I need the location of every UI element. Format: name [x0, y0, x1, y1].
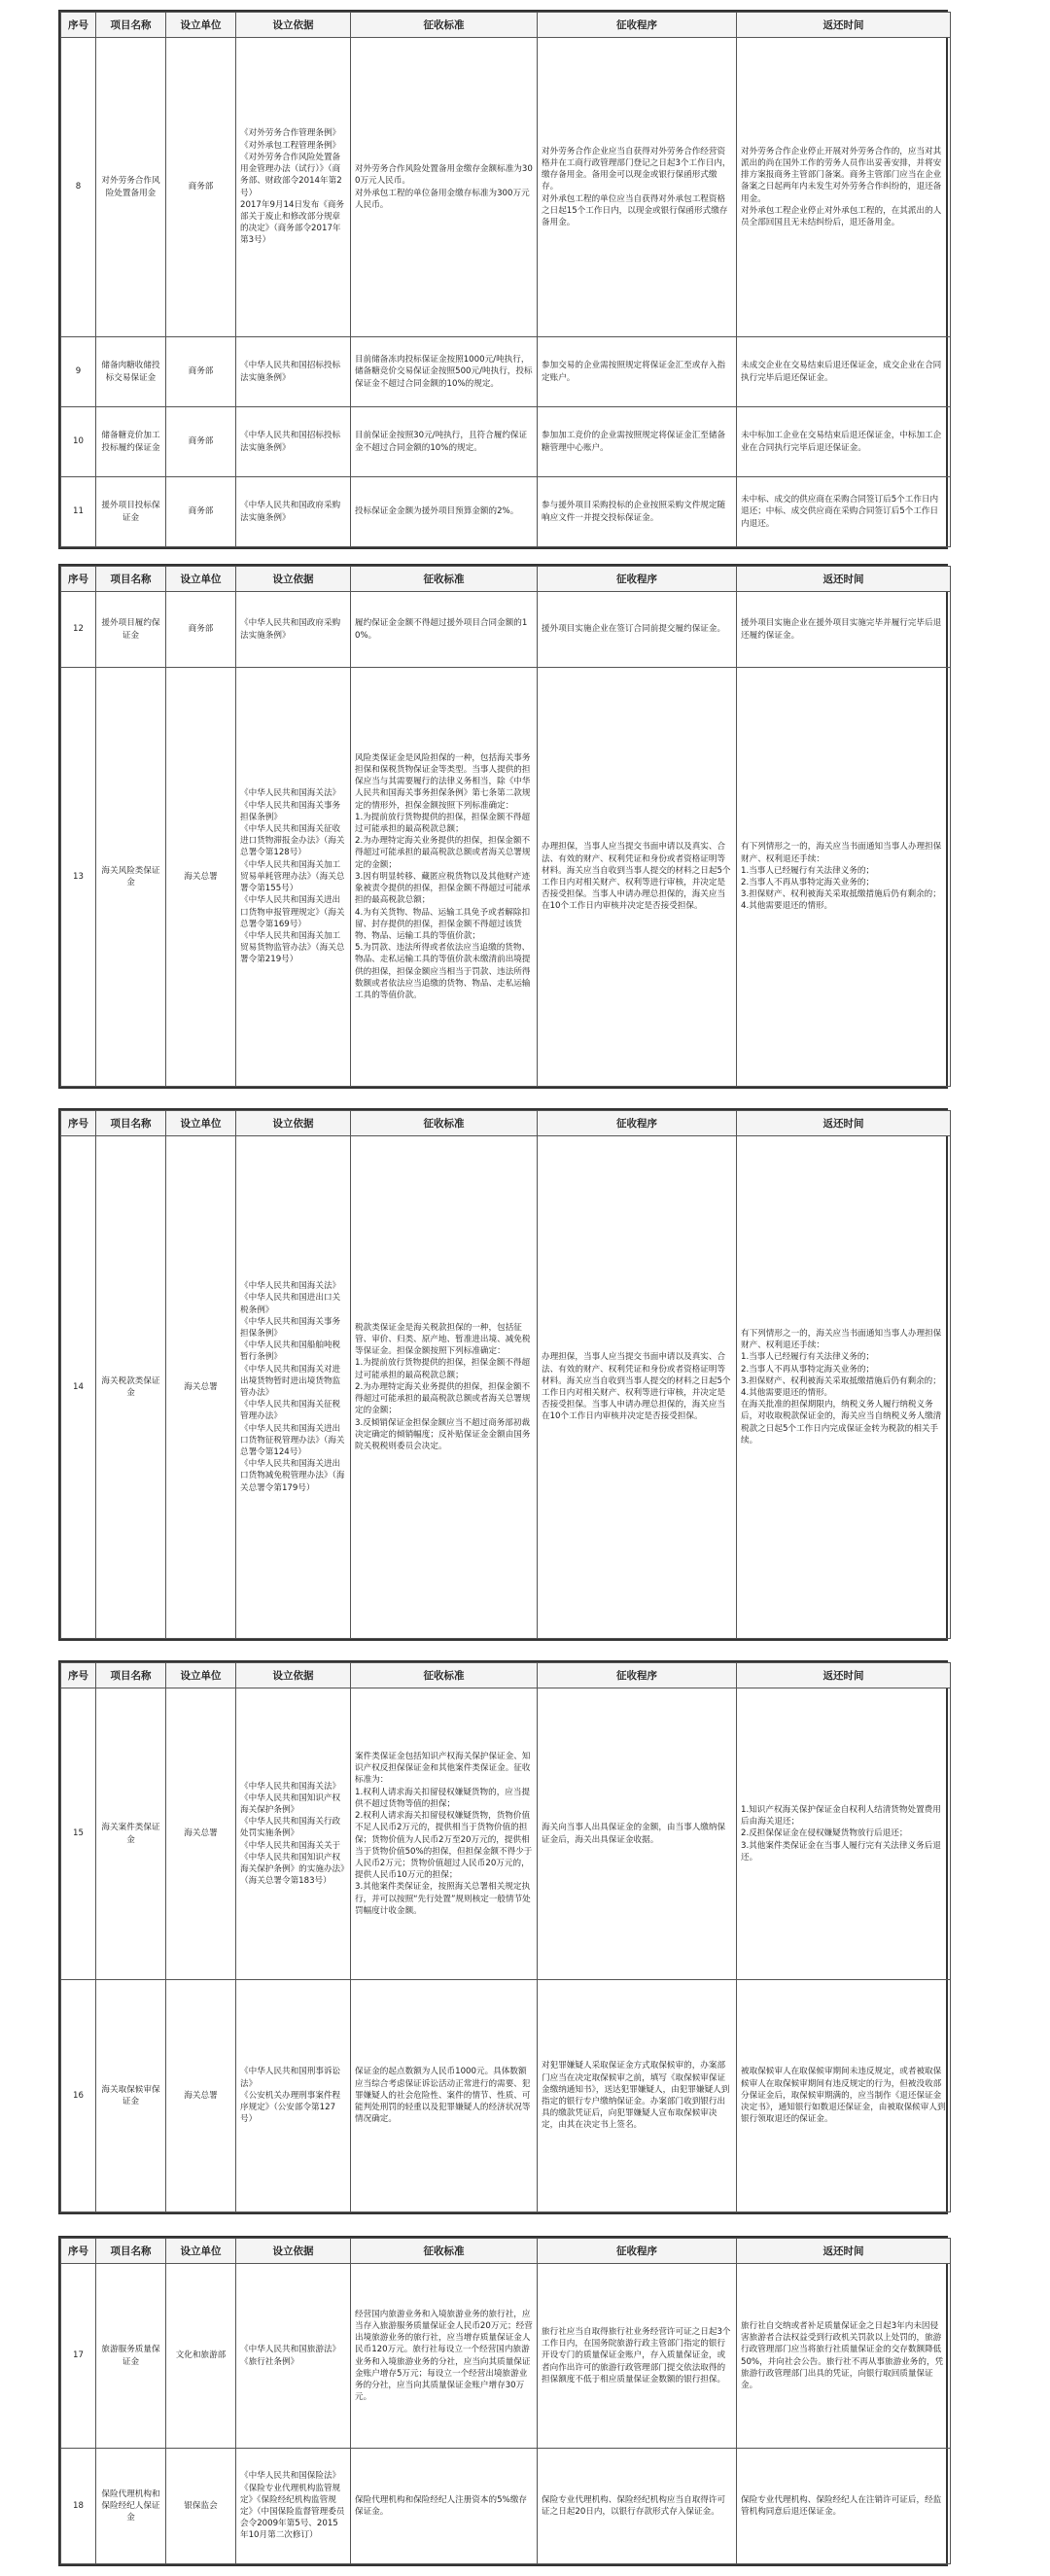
header-refund: 返还时间 — [737, 567, 951, 592]
header-name: 项目名称 — [96, 13, 166, 38]
header-no: 序号 — [61, 567, 96, 592]
header-unit: 设立单位 — [166, 2239, 236, 2264]
row-basis: 《中华人民共和国招标投标法实施条例》 — [236, 337, 351, 407]
table-row — [61, 1136, 951, 1639]
row-basis: 《中华人民共和国政府采购法实施条例》 — [236, 477, 351, 547]
row-basis: 《中华人民共和国政府采购法实施条例》 — [236, 592, 351, 668]
table-header-row — [61, 2239, 951, 2264]
row-name: 储备肉糖收储投标交易保证金 — [96, 337, 166, 407]
row-procedure: 办理担保，当事人应当提交书面申请以及真实、合法、有效的财产、权利凭证和身份或者资格证明等材料。海关应当自收到当事人提交的材料之日起5个工作日内对相关财产、权利等进行审核，并决定是否接受担保。当事人申请办理总担保的，海关应当在10个工作日内审核并决定是否接受担保。 — [538, 668, 737, 1087]
row-basis: 《中华人民共和国刑事诉讼法》 《公安机关办理刑事案件程序规定》（公安部令第127号） — [236, 1980, 351, 2212]
table-block-5 — [58, 2236, 948, 2566]
row-name: 海关风险类保证金 — [96, 668, 166, 1087]
row-unit: 商务部 — [166, 592, 236, 668]
row-unit: 文化和旅游部 — [166, 2264, 236, 2449]
header-no: 序号 — [61, 1663, 96, 1688]
row-name: 海关税款类保证金 — [96, 1136, 166, 1639]
header-name: 项目名称 — [96, 2239, 166, 2264]
row-name: 对外劳务合作风险处置备用金 — [96, 38, 166, 337]
row-procedure: 对犯罪嫌疑人采取保证金方式取保候审的，办案部门应当在决定取保候审之前，填写《取保候审保证金缴纳通知书》，送达犯罪嫌疑人，由犯罪嫌疑人到指定的银行专户缴纳保证金。办案部门收到银行出具的缴款凭证后，向犯罪嫌疑人宣布取保候审决定，由其在决定书上签名。 — [538, 1980, 737, 2212]
row-refund: 未中标、成交的供应商在采购合同签订后5个工作日内退还；中标、成交供应商在采购合同签订后5个工作日内退还。 — [737, 477, 951, 547]
row-standard: 税款类保证金是海关税款担保的一种，包括征管、审价、归类、原产地、暂准进出境、减免税等保证金。担保金额按照下列标准确定： 1.为提前放行货物提供的担保，担保金额不得超过可能承担的最高税款总额； 2.为办理特定海关业务提供的担保，担保金额不得超过可能承担的最高税款总额或者海关总署规定的金额； 3.反倾销保证金担保金额应当不超过商务部初裁决定确定的倾销幅度；反补贴保证金金额由国务院关税税则委员会决定。 — [351, 1136, 538, 1639]
row-unit: 海关总署 — [166, 1980, 236, 2212]
row-unit: 商务部 — [166, 407, 236, 477]
row-basis: 《中华人民共和国海关法》 《中华人民共和国海关事务担保条例》 《中华人民共和国海关征收进口货物滞报金办法》（海关总署令第128号） 《中华人民共和国海关加工贸易单耗管理办法》（海关总署令第155号） 《中华人民共和国海关进出口货物申报管理规定》（海关总署令第169号） 《中华人民共和国海关加工贸易货物监管办法》（海关总署令第219号） — [236, 668, 351, 1087]
row-basis: 《中华人民共和国招标投标法实施条例》 — [236, 407, 351, 477]
row-procedure: 对外劳务合作企业应当自获得对外劳务合作经营资格并在工商行政管理部门登记之日起3个工作日内，缴存备用金。备用金可以现金或银行保函形式缴存。 对外承包工程的单位应当自获得对外承包工程资格之日起15个工作日内，以现金或银行保函形式缴存备用金。 — [538, 38, 737, 337]
row-refund: 未中标加工企业在交易结束后退还保证金，中标加工企业在合同执行完毕后退还保证金。 — [737, 407, 951, 477]
row-refund: 援外项目实施企业在援外项目实施完毕并履行完毕后退还履约保证金。 — [737, 592, 951, 668]
row-standard: 风险类保证金是风险担保的一种，包括海关事务担保和保税货物保证金等类型。当事人提供的担保应当与其需要履行的法律义务相当，除《中华人民共和国海关事务担保条例》第七条第二款规定的情形外，担保金额按照下列标准确定： 1.为提前放行货物提供的担保，担保金额不得超过可能承担的最高税款总额； 2.为办理特定海关业务提供的担保，担保金额不得超过可能承担的最高税款总额或者海关总署规定的金额； 3.因有明显转移、藏匿应税货物以及其他财产迹象被责令提供的担保，担保金额不得超过可能承担的最高税款总额； 4.为有关货物、物品、运输工具免予或者解除扣留、封存提供的担保，担保金额不得超过该货物、物品、运输工具的等值价款； 5.为罚款、违法所得或者依法应当追缴的货物、物品、走私运输工具的等值价款未缴清前出境提供的担保，担保金额应当相当于罚款、违法所得数额或者依法应当追缴的货物、物品、走私运输工具的等值价款。 — [351, 668, 538, 1087]
header-standard: 征收标准 — [351, 13, 538, 38]
table-row — [61, 668, 951, 1087]
row-basis: 《中华人民共和国海关法》 《中华人民共和国知识产权海关保护条例》 《中华人民共和国海关行政处罚实施条例》 《中华人民共和国海关关于《中华人民共和国知识产权海关保护条例》的实施办法》（海关总署令第183号） — [236, 1688, 351, 1980]
row-no: 9 — [61, 337, 96, 407]
row-name: 旅游服务质量保证金 — [96, 2264, 166, 2449]
header-standard: 征收标准 — [351, 567, 538, 592]
table-header-row — [61, 1111, 951, 1136]
row-refund: 1.知识产权海关保护保证金自权利人结清货物处置费用后由海关退还； 2.反担保保证金在侵权嫌疑货物放行后退还； 3.其他案件类保证金在当事人履行完有关法律义务后退还。 — [737, 1688, 951, 1980]
row-standard: 目前保证金按照30元/吨执行，且符合履约保证金不超过合同金额的10%的规定。 — [351, 407, 538, 477]
row-unit: 商务部 — [166, 38, 236, 337]
row-no: 14 — [61, 1136, 96, 1639]
header-standard: 征收标准 — [351, 1663, 538, 1688]
header-procedure: 征收程序 — [538, 567, 737, 592]
header-no: 序号 — [61, 2239, 96, 2264]
header-procedure: 征收程序 — [538, 13, 737, 38]
row-name: 援外项目投标保证金 — [96, 477, 166, 547]
row-name: 海关案件类保证金 — [96, 1688, 166, 1980]
table-row — [61, 407, 951, 477]
table-block-4 — [58, 1660, 948, 2214]
header-refund: 返还时间 — [737, 1663, 951, 1688]
header-procedure: 征收程序 — [538, 1663, 737, 1688]
row-no: 13 — [61, 668, 96, 1087]
row-no: 16 — [61, 1980, 96, 2212]
row-standard: 经营国内旅游业务和入境旅游业务的旅行社，应当存入旅游服务质量保证金人民币20万元；经营出境旅游业务的旅行社，应当增存质量保证金人民币120万元。旅行社每设立一个经营国内旅游业务和入境旅游业务的分社，应当向其质量保证金账户增存5万元；每设立一个经营出境旅游业务的分社，应当向其质量保证金账户增存30万元。 — [351, 2264, 538, 2449]
table-row — [61, 1688, 951, 1980]
table-row — [61, 2264, 951, 2449]
row-standard: 投标保证金金额为援外项目预算金额的2%。 — [351, 477, 538, 547]
header-no: 序号 — [61, 1111, 96, 1136]
table-row — [61, 38, 951, 337]
table-header-row — [61, 567, 951, 592]
header-unit: 设立单位 — [166, 1663, 236, 1688]
row-no: 11 — [61, 477, 96, 547]
row-unit: 商务部 — [166, 337, 236, 407]
row-name: 海关取保候审保证金 — [96, 1980, 166, 2212]
header-unit: 设立单位 — [166, 567, 236, 592]
table-block-3 — [58, 1108, 948, 1641]
row-procedure: 参加加工竞价的企业需按照规定将保证金汇至储备糖管理中心账户。 — [538, 407, 737, 477]
table-block-1 — [58, 10, 948, 549]
row-unit: 海关总署 — [166, 668, 236, 1087]
header-unit: 设立单位 — [166, 13, 236, 38]
row-refund: 旅行社自交纳或者补足质量保证金之日起3年内未因侵害旅游者合法权益受到行政机关罚款以上处罚的，旅游行政管理部门应当将旅行社质量保证金的交存数额降低50%，并向社会公告。旅行社不再从事旅游业务的，凭旅游行政管理部门出具的凭证，向银行取回质量保证金。 — [737, 2264, 951, 2449]
header-standard: 征收标准 — [351, 2239, 538, 2264]
row-basis: 《对外劳务合作管理条例》 《对外承包工程管理条例》 《对外劳务合作风险处置备用金管理办法（试行）》（商务部、财政部令2014年第2号） 2017年9月14日发布《商务部关于废止和修改部分规章的决定》（商务部令2017年第3号） — [236, 38, 351, 337]
row-no: 18 — [61, 2449, 96, 2564]
row-procedure: 保险专业代理机构、保险经纪机构应当自取得许可证之日起20日内，以银行存款形式存入保证金。 — [538, 2449, 737, 2564]
header-no: 序号 — [61, 13, 96, 38]
row-unit: 海关总署 — [166, 1136, 236, 1639]
table-block-2 — [58, 564, 948, 1089]
header-basis: 设立依据 — [236, 567, 351, 592]
table-row — [61, 1980, 951, 2212]
header-name: 项目名称 — [96, 1111, 166, 1136]
header-procedure: 征收程序 — [538, 2239, 737, 2264]
row-name: 保险代理机构和保险经纪人保证金 — [96, 2449, 166, 2564]
header-basis: 设立依据 — [236, 1111, 351, 1136]
header-basis: 设立依据 — [236, 13, 351, 38]
header-name: 项目名称 — [96, 1663, 166, 1688]
row-procedure: 海关向当事人出具保证金的金额，由当事人缴纳保证金后，海关出具保证金收据。 — [538, 1688, 737, 1980]
row-name: 储备糖竞价加工投标履约保证金 — [96, 407, 166, 477]
row-refund: 对外劳务合作企业停止开展对外劳务合作的，应当对其派出的尚在国外工作的劳务人员作出妥善安排，并将安排方案报商务主管部门备案。商务主管部门应当在企业备案之日起两年内未发生对外劳务合作纠纷的，退还备用金。 对外承包工程企业停止对外承包工程的，在其派出的人员全部回国且无未结纠纷后，退还备用金。 — [737, 38, 951, 337]
row-unit: 银保监会 — [166, 2449, 236, 2564]
row-standard: 案件类保证金包括知识产权海关保护保证金、知识产权反担保保证金和其他案件类保证金。征收标准为： 1.权利人请求海关扣留侵权嫌疑货物的，应当提供不超过货物等值的担保； 2.权利人请求海关扣留侵权嫌疑货物，货物价值不足人民币2万元的，提供相当于货物价值的担保；货物价值为人民币2万至20万元的，提供相当于货物价值50%的担保，但担保金额不得少于人民币2万元；货物价值超过人民币20万元的，提供人民币10万元的担保； 3.其他案件类保证金，按照海关总署相关规定执行，并可以按照“先行处置”规则核定一般情节处罚幅度计收金额。 — [351, 1688, 538, 1980]
header-name: 项目名称 — [96, 567, 166, 592]
row-standard: 履约保证金金额不得超过援外项目合同金额的10%。 — [351, 592, 538, 668]
header-basis: 设立依据 — [236, 2239, 351, 2264]
row-standard: 目前储备冻肉投标保证金按照1000元/吨执行，储备糖竞价交易保证金按照500元/吨执行，投标保证金不超过合同金额的10%的规定。 — [351, 337, 538, 407]
row-refund: 保险专业代理机构、保险经纪人在注销许可证后，经监管机构同意后退还保证金。 — [737, 2449, 951, 2564]
row-standard: 保证金的起点数额为人民币1000元。具体数额应当综合考虑保证诉讼活动正常进行的需要、犯罪嫌疑人的社会危险性、案件的情节、性质、可能判处刑罚的轻重以及犯罪嫌疑人的经济状况等情况确定。 — [351, 1980, 538, 2212]
row-basis: 《中华人民共和国海关法》 《中华人民共和国进出口关税条例》 《中华人民共和国海关事务担保条例》 《中华人民共和国船舶吨税暂行条例》 《中华人民共和国海关对进出境货物暂时进出境货物监管办法》 《中华人民共和国海关征税管理办法》 《中华人民共和国海关进出口货物征税管理办法》（海关总署令第124号） 《中华人民共和国海关进出口货物减免税管理办法》（海关总署令第179号） — [236, 1136, 351, 1639]
header-refund: 返还时间 — [737, 1111, 951, 1136]
header-standard: 征收标准 — [351, 1111, 538, 1136]
table-row — [61, 2449, 951, 2564]
header-procedure: 征收程序 — [538, 1111, 737, 1136]
row-refund: 被取保候审人在取保候审期间未违反规定，或者被取保候审人在取保候审期间有违反规定的行为，但被没收部分保证金后，取保候审期满的，应当制作《退还保证金决定书》，通知银行如数退还保证金，由被取保候审人到银行领取退还的保证金。 — [737, 1980, 951, 2212]
row-refund: 有下列情形之一的，海关应当书面通知当事人办理担保财产、权利退还手续： 1.当事人已经履行有关法律义务的； 2.当事人不再从事特定海关业务的； 3.担保财产、权利被海关采取抵缴措施后仍有剩余的； 4.其他需要退还的情形。 在海关批准的担保期限内，纳税义务人履行纳税义务后，对收取税款保证金的，海关应当自纳税义务人缴清税款之日起5个工作日内完成保证金转为税款的相关手续。 — [737, 1136, 951, 1639]
row-basis: 《中华人民共和国保险法》 《保险专业代理机构监管规定》《保险经纪机构监管规定》（中国保险监督管理委员会令2009年第5号、2015年10月第二次修订） — [236, 2449, 351, 2564]
row-no: 8 — [61, 38, 96, 337]
row-no: 12 — [61, 592, 96, 668]
header-refund: 返还时间 — [737, 13, 951, 38]
row-unit: 商务部 — [166, 477, 236, 547]
table-row — [61, 337, 951, 407]
row-no: 10 — [61, 407, 96, 477]
row-refund: 有下列情形之一的，海关应当书面通知当事人办理担保财产、权利退还手续： 1.当事人已经履行有关法律义务的； 2.当事人不再从事特定海关业务的； 3.担保财产、权利被海关采取抵缴措施后仍有剩余的； 4.其他需要退还的情形。 — [737, 668, 951, 1087]
header-refund: 返还时间 — [737, 2239, 951, 2264]
row-standard: 对外劳务合作风险处置备用金缴存金额标准为300万元人民币。 对外承包工程的单位备用金缴存标准为300万元人民币。 — [351, 38, 538, 337]
header-unit: 设立单位 — [166, 1111, 236, 1136]
table-header-row — [61, 13, 951, 38]
row-procedure: 办理担保，当事人应当提交书面申请以及真实、合法、有效的财产、权利凭证和身份或者资格证明等材料。海关应当自收到当事人提交的材料之日起5个工作日内对相关财产、权利等进行审核，并决定是否接受担保。当事人申请办理总担保的，海关应当在10个工作日内审核并决定是否接受担保。 — [538, 1136, 737, 1639]
table-row — [61, 477, 951, 547]
row-refund: 未成交企业在交易结束后退还保证金，成交企业在合同执行完毕后退还保证金。 — [737, 337, 951, 407]
row-procedure: 旅行社应当自取得旅行社业务经营许可证之日起3个工作日内，在国务院旅游行政主管部门指定的银行开设专门的质量保证金账户，存入质量保证金，或者向作出许可的旅游行政管理部门提交依法取得的担保额度不低于相应质量保证金数额的银行担保。 — [538, 2264, 737, 2449]
table-row — [61, 592, 951, 668]
row-no: 15 — [61, 1688, 96, 1980]
row-no: 17 — [61, 2264, 96, 2449]
row-procedure: 援外项目实施企业在签订合同前提交履约保证金。 — [538, 592, 737, 668]
table-header-row — [61, 1663, 951, 1688]
row-procedure: 参与援外项目采购投标的企业按照采购文件规定随响应文件一并提交投标保证金。 — [538, 477, 737, 547]
row-name: 援外项目履约保证金 — [96, 592, 166, 668]
header-basis: 设立依据 — [236, 1663, 351, 1688]
row-standard: 保险代理机构和保险经纪人注册资本的5%缴存保证金。 — [351, 2449, 538, 2564]
row-unit: 海关总署 — [166, 1688, 236, 1980]
row-basis: 《中华人民共和国旅游法》 《旅行社条例》 — [236, 2264, 351, 2449]
row-procedure: 参加交易的企业需按照规定将保证金汇至或存入指定账户。 — [538, 337, 737, 407]
